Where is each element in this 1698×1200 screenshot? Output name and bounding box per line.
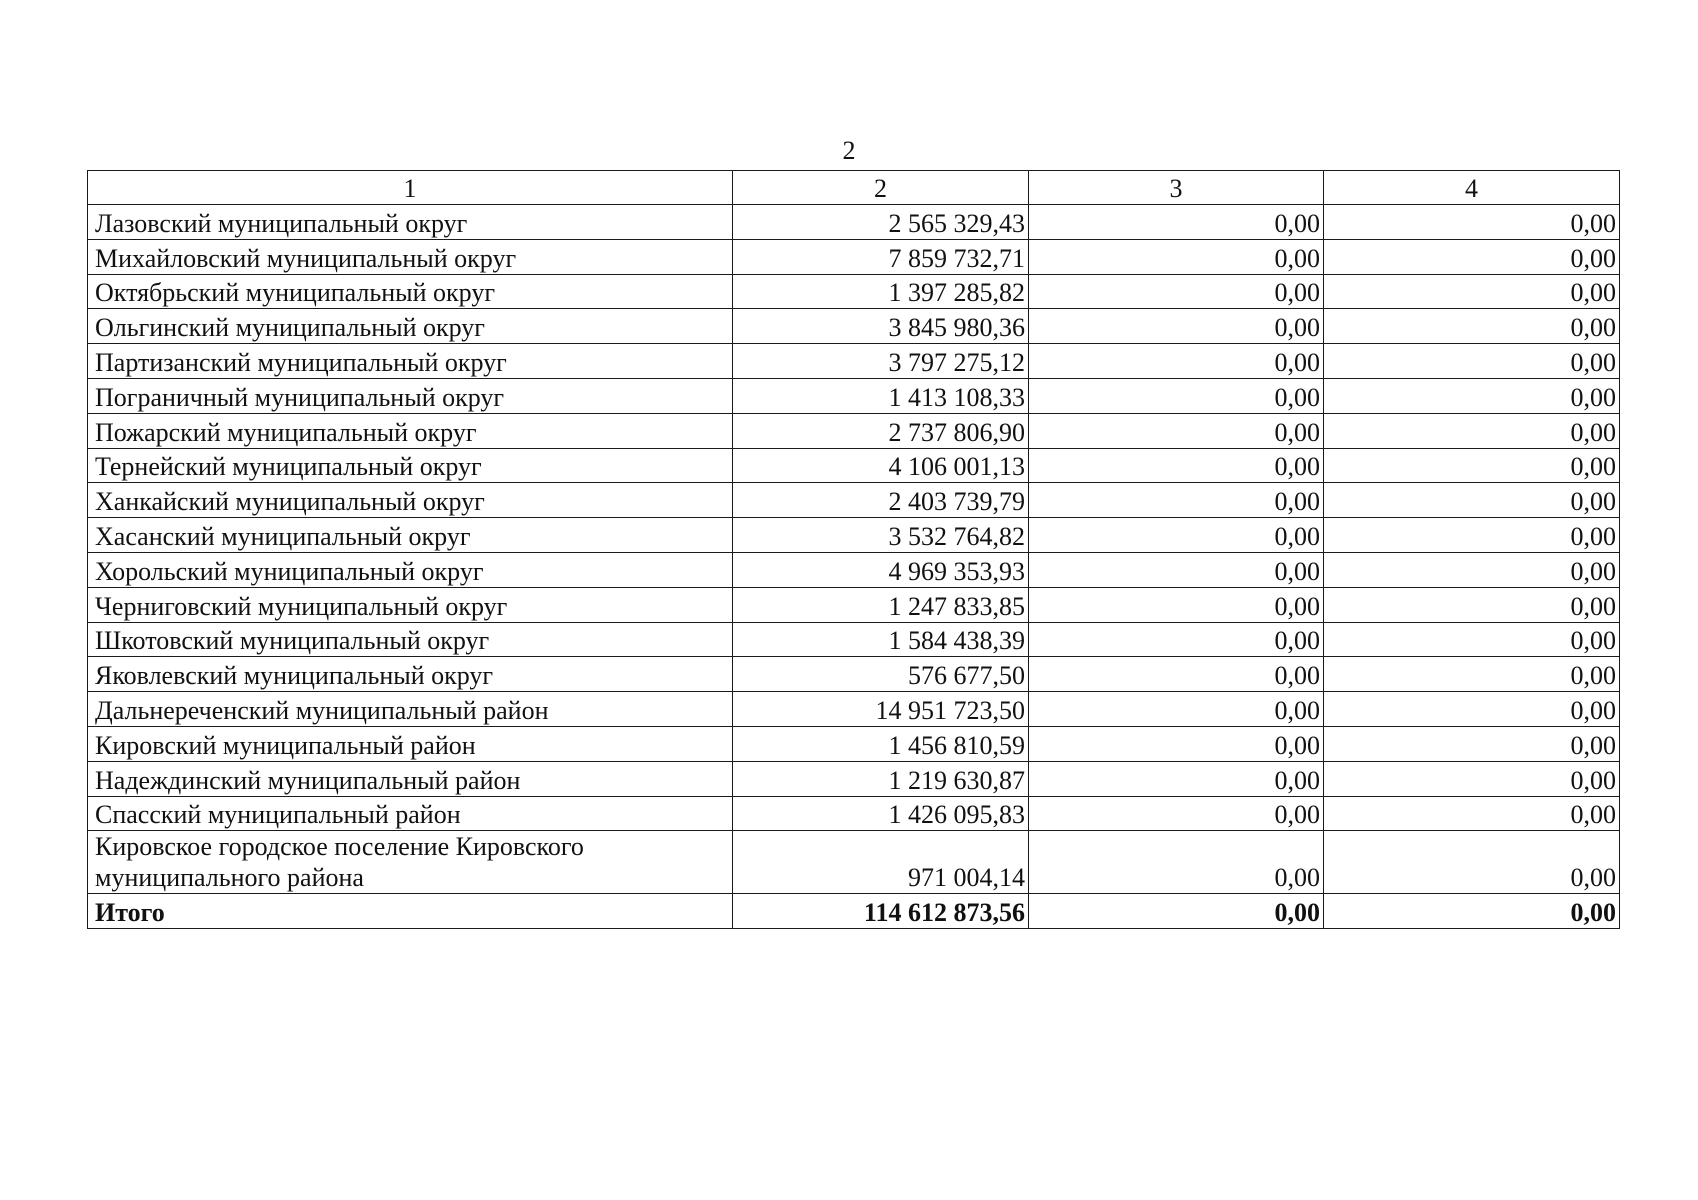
row-col2: 14 951 723,50 xyxy=(733,692,1029,727)
row-name: Михайловский муниципальный округ xyxy=(88,239,733,274)
row-col2: 3 845 980,36 xyxy=(733,309,1029,344)
row-col3: 0,00 xyxy=(1029,344,1324,379)
row-col2: 7 859 732,71 xyxy=(733,239,1029,274)
row-col4: 0,00 xyxy=(1324,274,1620,309)
row-col2: 1 584 438,39 xyxy=(733,622,1029,657)
table-row xyxy=(88,657,1620,692)
table-row xyxy=(88,587,1620,622)
row-col3: 0,00 xyxy=(1029,622,1324,657)
row-col2: 4 969 353,93 xyxy=(733,552,1029,587)
total-col4: 0,00 xyxy=(1324,894,1620,929)
column-header-4: 4 xyxy=(1324,171,1620,205)
row-col4: 0,00 xyxy=(1324,587,1620,622)
row-col2: 576 677,50 xyxy=(733,657,1029,692)
row-name: Шкотовский муниципальный округ xyxy=(88,622,733,657)
row-name: Пограничный муниципальный округ xyxy=(88,378,733,413)
table-body xyxy=(88,205,1620,929)
row-col3: 0,00 xyxy=(1029,587,1324,622)
row-col3: 0,00 xyxy=(1029,761,1324,796)
row-col4: 0,00 xyxy=(1324,831,1620,894)
total-col2: 114 612 873,56 xyxy=(733,894,1029,929)
table-row xyxy=(88,692,1620,727)
row-name: Ольгинский муниципальный округ xyxy=(88,309,733,344)
row-col2: 971 004,14 xyxy=(733,831,1029,894)
table-row xyxy=(88,448,1620,483)
row-col2: 1 456 810,59 xyxy=(733,726,1029,761)
column-header-1: 1 xyxy=(88,171,733,205)
row-col4: 0,00 xyxy=(1324,483,1620,518)
row-col2: 3 797 275,12 xyxy=(733,344,1029,379)
table-row xyxy=(88,726,1620,761)
row-col4: 0,00 xyxy=(1324,518,1620,553)
table-row xyxy=(88,378,1620,413)
row-name: Октябрьский муниципальный округ xyxy=(88,274,733,309)
total-row xyxy=(88,894,1620,929)
row-name: Хасанский муниципальный округ xyxy=(88,518,733,553)
row-col3: 0,00 xyxy=(1029,205,1324,240)
row-col4: 0,00 xyxy=(1324,378,1620,413)
row-col2: 3 532 764,82 xyxy=(733,518,1029,553)
row-col4: 0,00 xyxy=(1324,692,1620,727)
row-col3: 0,00 xyxy=(1029,239,1324,274)
column-header-2: 2 xyxy=(733,171,1029,205)
row-col2: 1 413 108,33 xyxy=(733,378,1029,413)
table-header-row xyxy=(88,171,1620,205)
row-col2: 2 403 739,79 xyxy=(733,483,1029,518)
row-col4: 0,00 xyxy=(1324,448,1620,483)
row-col3: 0,00 xyxy=(1029,518,1324,553)
row-col2: 2 737 806,90 xyxy=(733,413,1029,448)
table-row xyxy=(88,274,1620,309)
table-row xyxy=(88,518,1620,553)
table-row xyxy=(88,483,1620,518)
row-col4: 0,00 xyxy=(1324,552,1620,587)
row-name: Партизанский муниципальный округ xyxy=(88,344,733,379)
table-row xyxy=(88,552,1620,587)
row-name: Кировское городское поселение Кировского муниципального района xyxy=(88,831,733,894)
table-row xyxy=(88,622,1620,657)
total-col3: 0,00 xyxy=(1029,894,1324,929)
row-col2: 1 397 285,82 xyxy=(733,274,1029,309)
row-name: Яковлевский муниципальный округ xyxy=(88,657,733,692)
row-col2: 1 426 095,83 xyxy=(733,796,1029,831)
row-col3: 0,00 xyxy=(1029,378,1324,413)
row-col4: 0,00 xyxy=(1324,309,1620,344)
row-name: Кировский муниципальный район xyxy=(88,726,733,761)
row-name: Лазовский муниципальный округ xyxy=(88,205,733,240)
row-col4: 0,00 xyxy=(1324,761,1620,796)
row-name: Пожарский муниципальный округ xyxy=(88,413,733,448)
table-row xyxy=(88,239,1620,274)
table-row xyxy=(88,761,1620,796)
row-col4: 0,00 xyxy=(1324,657,1620,692)
row-col2: 1 247 833,85 xyxy=(733,587,1029,622)
column-header-3: 3 xyxy=(1029,171,1324,205)
row-col3: 0,00 xyxy=(1029,831,1324,894)
table-row xyxy=(88,796,1620,831)
row-name: Черниговский муниципальный округ xyxy=(88,587,733,622)
row-col3: 0,00 xyxy=(1029,413,1324,448)
row-name: Спасский муниципальный район xyxy=(88,796,733,831)
row-name: Надеждинский муниципальный район xyxy=(88,761,733,796)
table-row xyxy=(88,831,1620,894)
row-name: Тернейский муниципальный округ xyxy=(88,448,733,483)
row-col3: 0,00 xyxy=(1029,483,1324,518)
row-col3: 0,00 xyxy=(1029,657,1324,692)
table-row xyxy=(88,205,1620,240)
row-col4: 0,00 xyxy=(1324,413,1620,448)
table-row xyxy=(88,309,1620,344)
row-col3: 0,00 xyxy=(1029,726,1324,761)
row-col4: 0,00 xyxy=(1324,239,1620,274)
row-col3: 0,00 xyxy=(1029,796,1324,831)
row-col3: 0,00 xyxy=(1029,274,1324,309)
row-col3: 0,00 xyxy=(1029,552,1324,587)
total-label: Итого xyxy=(88,894,733,929)
page-number: 2 xyxy=(842,136,856,165)
table-row xyxy=(88,413,1620,448)
row-name: Ханкайский муниципальный округ xyxy=(88,483,733,518)
row-col3: 0,00 xyxy=(1029,309,1324,344)
row-col4: 0,00 xyxy=(1324,344,1620,379)
row-col4: 0,00 xyxy=(1324,726,1620,761)
row-col4: 0,00 xyxy=(1324,622,1620,657)
row-col3: 0,00 xyxy=(1029,448,1324,483)
row-name: Дальнереченский муниципальный район xyxy=(88,692,733,727)
row-col4: 0,00 xyxy=(1324,796,1620,831)
table-row xyxy=(88,344,1620,379)
row-col3: 0,00 xyxy=(1029,692,1324,727)
row-col2: 2 565 329,43 xyxy=(733,205,1029,240)
row-col2: 1 219 630,87 xyxy=(733,761,1029,796)
row-name: Хорольский муниципальный округ xyxy=(88,552,733,587)
row-col2: 4 106 001,13 xyxy=(733,448,1029,483)
row-col4: 0,00 xyxy=(1324,205,1620,240)
budget-table xyxy=(87,170,1620,929)
